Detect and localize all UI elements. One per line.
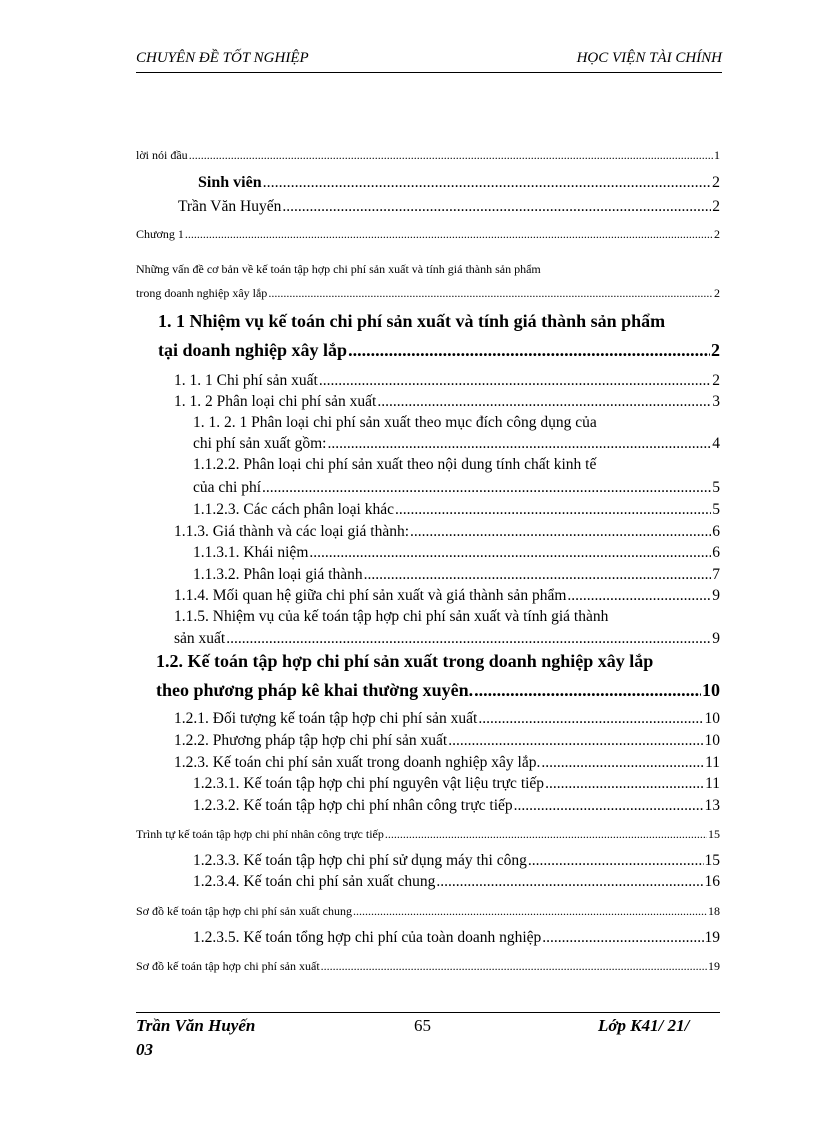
toc-entry[interactable]: Trần Văn Huyến ..... 2 xyxy=(178,198,720,216)
toc-entry[interactable]: sản xuất ..... 9 xyxy=(174,630,720,648)
toc-entry[interactable]: Sơ đồ kế toán tập hợp chi phí sản xuất chung ..... 18 xyxy=(136,904,720,919)
toc-entry-line1: 1. 1 Nhiệm vụ kế toán chi phí sản xuất và tính giá thành sản phẩm xyxy=(158,311,666,331)
toc-entry[interactable]: 1.1.3.2. Phân loại giá thành ..... 7 xyxy=(193,566,720,584)
toc-entry[interactable]: Chương 1 ..... 2 xyxy=(136,227,720,242)
toc-entry-line1: 1.1.2.2. Phân loại chi phí sản xuất theo nội dung tính chất kinh tế xyxy=(193,456,597,473)
footer-divider xyxy=(136,1012,720,1013)
toc-entry[interactable]: của chi phí ..... 5 xyxy=(193,479,720,497)
toc-entry[interactable]: Trình tự kế toán tập hợp chi phí nhân công trực tiếp ..... 15 xyxy=(136,827,720,842)
toc-entry[interactable]: theo phương pháp kê khai thường xuyên. ..... 10 xyxy=(156,680,720,701)
toc-entry[interactable]: tại doanh nghiệp xây lắp ..... 2 xyxy=(158,340,720,361)
toc-entry[interactable]: 1.2.2. Phương pháp tập hợp chi phí sản xuất ..... 10 xyxy=(174,732,720,750)
footer-author: Trần Văn Huyến xyxy=(136,1016,256,1035)
header-left-title: CHUYÊN ĐỀ TỐT NGHIỆP xyxy=(136,50,309,66)
page-header xyxy=(136,46,722,73)
toc-entry[interactable]: 1.1.4. Mối quan hệ giữa chi phí sản xuất và giá thành sản phẩm ..... 9 xyxy=(174,587,720,605)
toc-entry[interactable]: Sơ đồ kế toán tập hợp chi phí sản xuất ..... 19 xyxy=(136,959,720,974)
toc-entry[interactable]: 1.2.3.5. Kế toán tổng hợp chi phí của toàn doanh nghiệp ..... 19 xyxy=(193,929,720,947)
toc-entry[interactable]: trong doanh nghiệp xây lắp ..... 2 xyxy=(136,286,720,301)
toc-entry[interactable]: 1.1.3.1. Khái niệm ..... 6 xyxy=(193,544,720,562)
footer-class-continued: 03 xyxy=(136,1040,153,1059)
header-right-title: HỌC VIỆN TÀI CHÍNH xyxy=(576,50,722,66)
toc-entry[interactable]: 1. 1. 2 Phân loại chi phí sản xuất ..... 3 xyxy=(174,393,720,411)
toc-entry[interactable]: 1.2.3.4. Kế toán chi phí sản xuất chung ..... 16 xyxy=(193,873,720,891)
toc-entry[interactable]: chi phí sản xuất gồm: ..... 4 xyxy=(193,435,720,453)
toc-entry[interactable]: 1.2.3. Kế toán chi phí sản xuất trong doanh nghiệp xây lắp. ..... 11 xyxy=(174,754,720,772)
toc-entry[interactable]: 1.2.3.2. Kế toán tập hợp chi phí nhân công trực tiếp ..... 13 xyxy=(193,797,720,815)
toc-entry-line1: 1. 1. 2. 1 Phân loại chi phí sản xuất theo mục đích công dụng của xyxy=(193,414,597,431)
footer-page-number: 65 xyxy=(414,1016,431,1035)
footer-class: Lớp K41/ 21/ xyxy=(598,1016,690,1035)
toc-entry[interactable]: 1.2.1. Đối tượng kế toán tập hợp chi phí sản xuất ..... 10 xyxy=(174,710,720,728)
toc-entry-line1: Những vấn đề cơ bản về kế toán tập hợp chi phí sản xuất và tính giá thành sản phẩm xyxy=(136,262,541,276)
toc-entry[interactable]: 1.2.3.1. Kế toán tập hợp chi phí nguyên vật liệu trực tiếp ..... 11 xyxy=(193,775,720,793)
toc-entry[interactable]: 1.1.2.3. Các cách phân loại khác ..... 5 xyxy=(193,501,720,519)
toc-entry-line1: 1.1.5. Nhiệm vụ của kế toán tập hợp chi phí sản xuất và tính giá thành xyxy=(174,608,609,625)
toc-entry[interactable]: lời nói đầu ..... 1 xyxy=(136,148,720,163)
toc-entry[interactable]: 1.1.3. Giá thành và các loại giá thành: ..... 6 xyxy=(174,523,720,541)
toc-entry-line1: 1.2. Kế toán tập hợp chi phí sản xuất trong doanh nghiệp xây lắp xyxy=(156,651,654,671)
toc-entry[interactable]: 1.2.3.3. Kế toán tập hợp chi phí sử dụng máy thi công ..... 15 xyxy=(193,852,720,870)
toc-entry[interactable]: Sinh viên ..... 2 xyxy=(198,174,720,192)
toc-entry[interactable]: 1. 1. 1 Chi phí sản xuất ..... 2 xyxy=(174,372,720,390)
